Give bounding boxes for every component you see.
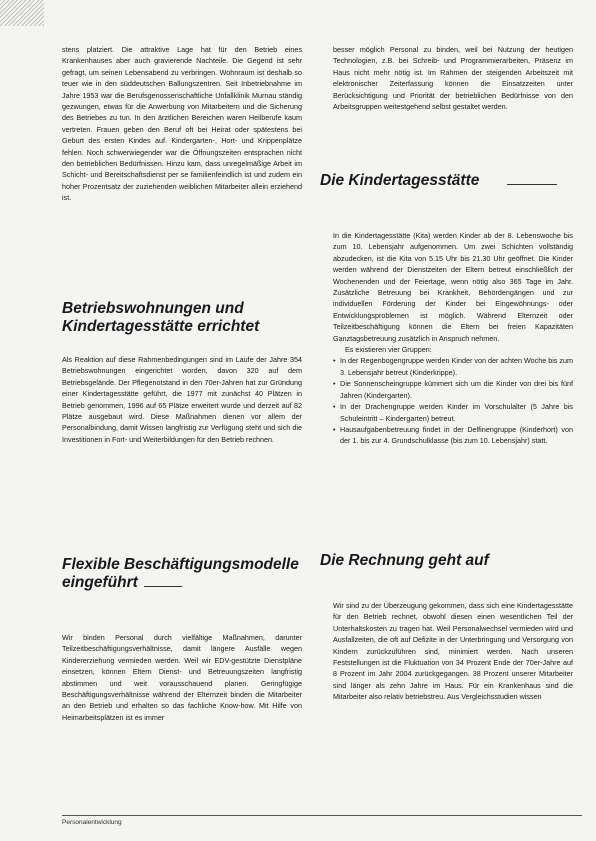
heading-line-2: eingeführt bbox=[62, 574, 138, 591]
left-column-intro bbox=[62, 44, 302, 204]
list-item: • Die Sonnenscheingruppe kümmert sich um die Kinder von drei bis fünf Jahren (Kindergarten). bbox=[333, 378, 573, 401]
list-item: • In der Drachengruppe werden Kinder im Vorschulalter (5 Jahre bis Schuleintritt – Kindergarten) betreut. bbox=[333, 401, 573, 424]
heading-text: Die Rechnung geht auf bbox=[320, 552, 489, 569]
heading-rechnung bbox=[320, 552, 582, 570]
right-paragraph-1: besser möglich Personal zu binden, weil bei Nutzung der heutigen Technologien, z.B. bei Schreib- und Programmierarbeiten, Präsenz im Haus nicht mehr nötig ist. Im Rahmen der steigenden Arbeitszeit mit elektronischer Zeiterfassung können die Einsatzzeiten unter Berücksichtigung und Priorität der betrieblichen Bedürfnisse von den Arbeitsgruppen weitestgehend selbst gestaltet werden. bbox=[333, 45, 573, 112]
left-paragraph-3: Wir binden Personal durch vielfältige Maßnahmen, darunter Teilzeitbeschäftigungsverhältnisse, damit längere Ausfälle wegen Kindererziehung vermieden werden. Weil wir EDV-gestützte Dienstpläne einsetzen, können Eltern Dienst- und Betreuungszeiten langfristig abstimmen und weit vorausschauend planen. Geringfügige Beschäftigungsverhältnisse während der Elternzeit binden die Mitarbeiter an den Betrieb und erhalten so das fachliche Know-how. Mit Hilfe von Heimarbeitsplätzen ist es immer bbox=[62, 633, 302, 722]
heading-line-2: Kindertagesstätte errichtet bbox=[62, 318, 260, 335]
heading-flexible-beschaeftigung bbox=[62, 556, 322, 592]
heading-line-1: Betriebswohnungen und bbox=[62, 300, 244, 317]
list-item: • Hausaufgabenbetreuung findet in der Delfinengruppe (Kinderhort) von der 1. bis zur 4. Grundschulklasse (bis zum 10. Lebensjahr) statt. bbox=[333, 424, 573, 447]
left-paragraph-1: stens platziert. Die attraktive Lage hat für den Betrieb eines Krankenhauses aber auch gravierende Nachteile. Die Gegend ist sehr gefragt, um seinen Lebensabend zu verbringen. Wohnraum ist deshalb so teuer wie in den süddeutschen Ballungszentren. Seit Inbetriebnahme im Jahre 1953 war die Berufsgenossenschaftliche Unfallklinik Murnau ständig gezwungen, etwas für die Anwerbung von Mitarbeitern und die Sicherung des Betriebes zu tun. In den ärztlichen Bereichen waren Heilberufe kaum vertreten. Frauen geben den Beruf oft bei Heirat oder spätestens bei Geburt des ersten Kindes auf. Kindergarten-, Hort- und Krippenplätze fehlen. Noch schwerwiegender war die Öffnungszeiten entsprachen nicht den betrieblichen Bedürfnissen. Hinzu kam, dass unregelmäßige Arbeit im Schicht- und Bereitschaftsdienst per se familienfeindlich ist und zudem ein hoher Prozentsatz der zuziehenden weiblichen Mitarbeiter allein erziehend ist. bbox=[62, 45, 302, 203]
page-footer bbox=[62, 815, 582, 826]
heading-betriebswohnungen bbox=[62, 300, 322, 336]
left-column-section-3 bbox=[62, 632, 302, 723]
right-column-intro bbox=[333, 44, 573, 112]
heading-text: Die Kindertagesstätte bbox=[320, 172, 480, 189]
list-item: • In der Regenbogengruppe werden Kinder von der achten Woche bis zum 3. Lebensjahr betreut (Kinderkrippe). bbox=[333, 355, 573, 378]
footer-label: Personalentwicklung bbox=[62, 819, 122, 826]
right-paragraph-2: In die Kindertagesstätte (Kita) werden Kinder ab der 8. Lebenswoche bis zum 10. Lebensjahr aufgenommen. Um zwei Schichten vollständig abzudecken, ist die Kita von 5.15 Uhr bis 21.30 Uhr geöffnet. Die Kinder werden während der Dienstzeiten der Eltern betreut einschließlich der Wochenenden und der Feiertage, wenn nötig also 365 Tage im Jahr. Zusätzliche Betreuung bei Krankheit, Behördengängen und zur individuellen Förderung der Kinder bei Eingewöhnungs- oder Entwicklungsproblemen ist möglich. Während Elternzeit oder Teilzeitbeschäftigung können die Eltern bei freien Kapazitäten Ganztagsbetreuung zusätzlich in Anspruch nehmen. bbox=[333, 231, 573, 343]
groups-list bbox=[333, 355, 573, 446]
scan-corner-mark bbox=[0, 0, 44, 26]
groups-intro: Es existieren vier Gruppen: bbox=[345, 345, 432, 355]
right-paragraph-3: Wir sind zu der Überzeugung gekommen, dass sich eine Kindertagesstätte für den Betrieb rechnet, obwohl diesen einen wesentlichen Teil der Unterhaltskosten zu tragen hat. Weil Personalwechsel vermieden wird und Ausfallzeiten, die oft auf Defizite in der Unterbringung und Versorgung von Kindern zurückzuführen sind, minimiert werden. Nach unseren Feststellungen ist die Fluktuation von 34 Prozent Ende der 70er-Jahre auf 8 Prozent im Jahr 2004 zurückgegangen. 38 Prozent unserer Mitarbeiter sind länger als zehn Jahre im Haus. Für ein Krankenhaus sind die Mitarbeiter also relativ betriebstreu. Aus Vergleichsstudien wissen bbox=[333, 601, 573, 702]
heading-rule bbox=[144, 586, 182, 587]
heading-kindertagesstaette bbox=[320, 172, 582, 190]
right-column-rechnung bbox=[333, 600, 573, 703]
left-column-section-2 bbox=[62, 354, 302, 445]
heading-rule bbox=[507, 184, 557, 185]
heading-line-1: Flexible Beschäftigungsmodelle bbox=[62, 556, 299, 573]
left-paragraph-2: Als Reaktion auf diese Rahmenbedingungen sind im Laufe der Jahre 354 Betriebswohnungen eingerichtet worden, davon 320 auf dem Betriebsgelände. Der Pflegenotstand in den 70er-Jahren hat zur Gründung einer Kindertagesstätte geführt, die 1977 mit zunächst 40 Plätzen in Betrieb genommen, 1996 auf 65 Plätze erweitert wurde und derzeit auf 82 Plätze ausgebaut wird. Diese Maßnahmen dienen vor allem der Personalbindung, damit Wissen langfristig zur Verfügung steht und sich die Investitionen in Fort- und Weiterbildungen für den Betrieb rechnen. bbox=[62, 355, 302, 444]
right-column-kita bbox=[333, 230, 573, 447]
